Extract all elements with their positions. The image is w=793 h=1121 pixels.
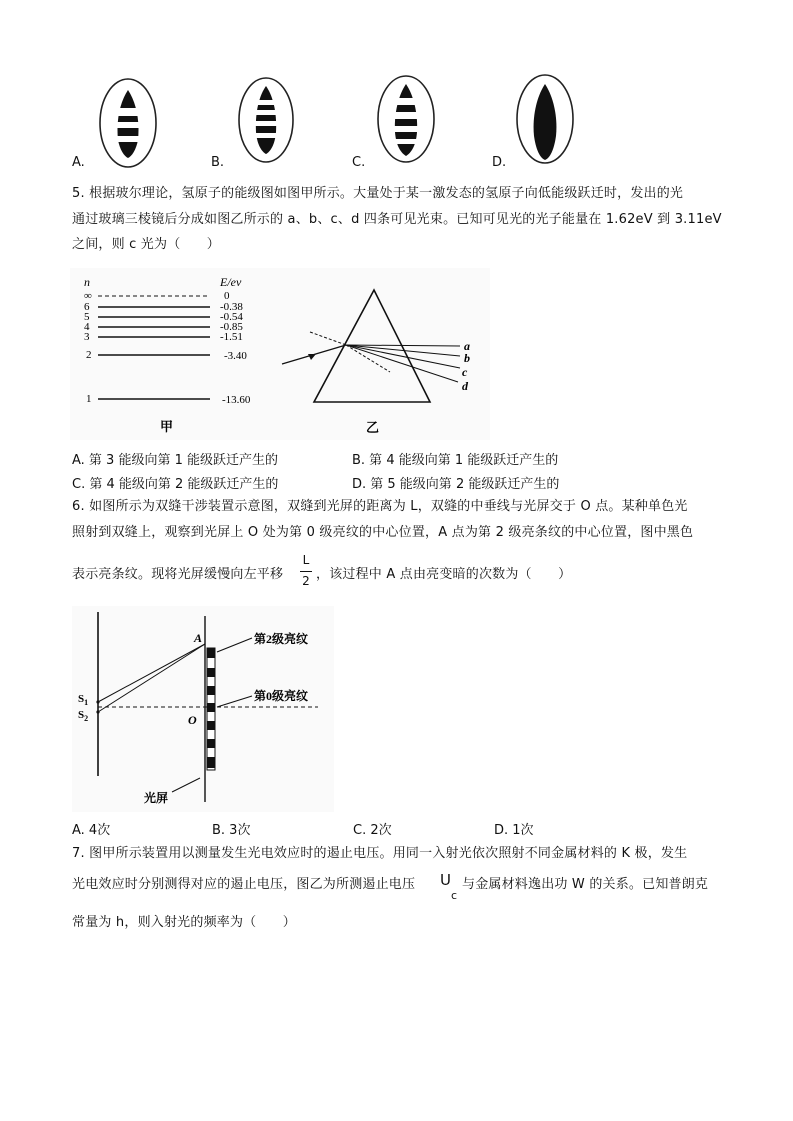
symbol-u-subscript: c [451, 889, 458, 902]
q6-figure [72, 606, 334, 812]
label-2nd-fringe: 第2级亮纹 [254, 632, 309, 646]
label-s2: $S_2$ [78, 709, 89, 723]
level-n-1: 1 [86, 393, 92, 405]
pattern-b [239, 78, 293, 162]
q6-stem-line3a: 表示亮条纹。现将光屏缓慢向左平移 [72, 567, 284, 582]
fraction-denominator: 2 [302, 574, 310, 588]
label-0th-fringe: 第0级亮纹 [254, 689, 309, 703]
q4-option-d[interactable]: D. [492, 155, 507, 170]
q4-option-c[interactable]: C. [352, 155, 366, 170]
axis-e-label: E/ev [220, 275, 242, 289]
q7-stem-line3: 常量为 h，则入射光的频率为（ ） [72, 915, 296, 930]
level-e-5: -0.54 [220, 311, 243, 323]
level-e-3: -1.51 [220, 331, 243, 343]
pattern-d [517, 75, 573, 163]
level-n-2: 2 [86, 349, 92, 361]
q4-pattern-figures [0, 0, 793, 180]
beam-b: b [464, 351, 470, 365]
level-e-4: -0.85 [220, 321, 243, 333]
level-n-inf: ∞ [84, 290, 92, 302]
caption-jia: 甲 [160, 419, 174, 434]
beam-c: c [462, 365, 468, 379]
level-n-4: 4 [84, 321, 90, 333]
label-o: O [188, 713, 197, 727]
pattern-c [378, 76, 434, 162]
q5-option-b[interactable]: B. 第 4 能级向第 1 能级跃迁产生的 [352, 453, 559, 468]
q5-stem-line1: 5. 根据玻尔理论，氢原子的能级图如图甲所示。大量处于某一激发态的氢原子向低能级跃迁时，发出的光 [72, 186, 684, 201]
level-e-1: -13.60 [222, 394, 251, 406]
label-screen: 光屏 [144, 791, 169, 805]
level-n-5: 5 [84, 311, 90, 323]
level-e-2: -3.40 [224, 350, 247, 362]
q4-option-b[interactable]: B. [211, 155, 225, 170]
axis-n-label: n [84, 275, 90, 289]
caption-yi: 乙 [366, 420, 380, 435]
q6-option-d[interactable]: D. 1次 [494, 823, 534, 838]
level-n-3: 3 [84, 331, 90, 343]
q6-stem-line3b: ，该过程中 A 点由亮变暗的次数为（ ） [316, 567, 572, 582]
q7-stem-line2a: 光电效应时分别测得对应的遏止电压，图乙为所测遏止电压 [72, 877, 416, 892]
q5-stem-line2: 通过玻璃三棱镜后分成如图乙所示的 a、b、c、d 四条可见光束。已知可见光的光子能量在 1.62eV 到 3.11eV [72, 212, 722, 227]
q5-option-c[interactable]: C. 第 4 能级向第 2 能级跃迁产生的 [72, 477, 279, 492]
fraction-numerator: L [302, 553, 310, 567]
q6-option-b[interactable]: B. 3次 [212, 823, 251, 838]
q4-option-a[interactable]: A. [72, 155, 85, 170]
label-s1: $S_1$ [78, 693, 89, 707]
q5-figure [70, 268, 490, 440]
q6-option-c[interactable]: C. 2次 [353, 823, 392, 838]
label-a: A [194, 631, 203, 645]
q6-option-a[interactable]: A. 4次 [72, 823, 111, 838]
beam-a: a [464, 339, 470, 353]
q5-stem-line3: 之间，则 c 光为（ ） [72, 237, 221, 252]
q7-stem-line2b: 与金属材料逸出功 W 的关系。已知普朗克 [462, 877, 709, 892]
fraction-bar [300, 571, 312, 572]
symbol-u: U [440, 871, 451, 889]
level-n-6: 6 [84, 301, 90, 313]
level-e-inf: 0 [224, 290, 230, 302]
beam-d: d [462, 379, 468, 393]
pattern-a [100, 79, 156, 167]
q6-stem-line2: 照射到双缝上，观察到光屏上 O 处为第 0 级亮纹的中心位置，A 点为第 2 级亮条纹的中心位置，图中黑色 [72, 525, 694, 540]
q7-stem-line1: 7. 图甲所示装置用以测量发生光电效应时的遏止电压。用同一入射光依次照射不同金属材料的 K 极，发生 [72, 846, 688, 861]
q5-option-a[interactable]: A. 第 3 能级向第 1 能级跃迁产生的 [72, 453, 279, 468]
q6-stem-line1: 6. 如图所示为双缝干涉装置示意图，双缝到光屏的距离为 L，双缝的中垂线与光屏交于 O 点。某种单色光 [72, 499, 688, 514]
q5-option-d[interactable]: D. 第 5 能级向第 2 能级跃迁产生的 [352, 477, 560, 492]
level-e-6: -0.38 [220, 301, 243, 313]
